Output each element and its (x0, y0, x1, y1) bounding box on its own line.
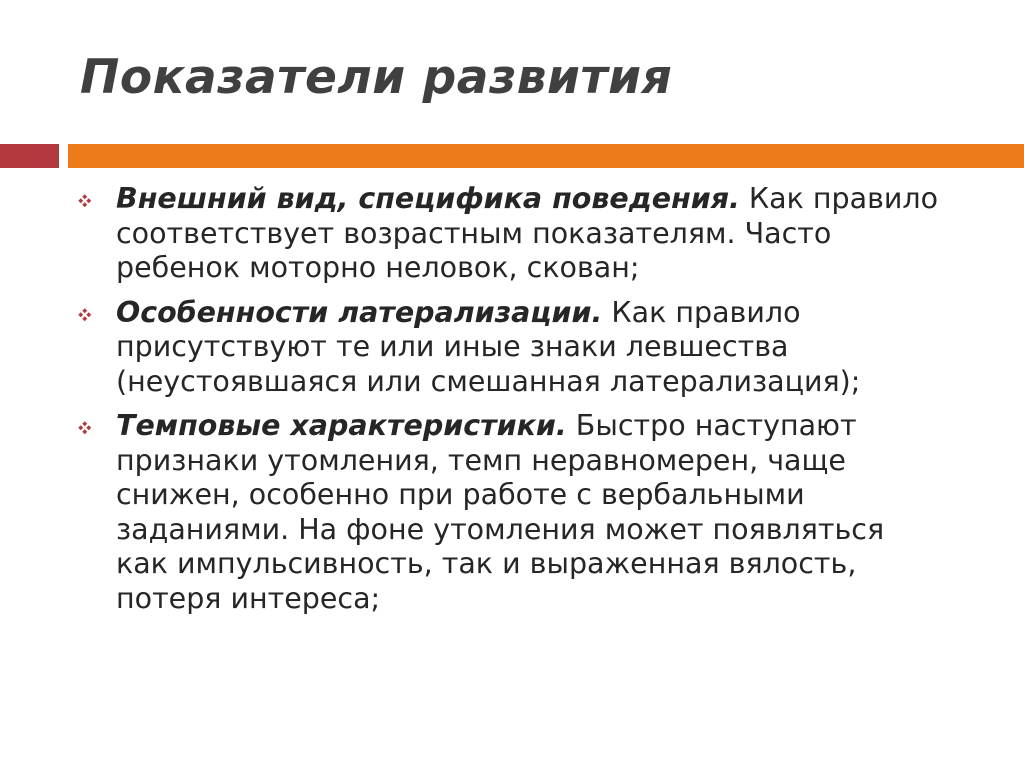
list-item-lead: Особенности латерализации. (116, 295, 603, 329)
diamond-cluster-icon (78, 421, 92, 435)
list-item-text: потеря интереса; (116, 581, 381, 615)
list-item-lead: Темповые характеристики. (116, 409, 567, 442)
list-item-text: присутствуют те или иные знаки левшества (116, 330, 789, 363)
list-item-text: заданиями. На фоне утомления может появляться (116, 512, 885, 546)
slide-title: Показатели развития (80, 50, 673, 105)
list-item (78, 409, 978, 616)
list-item-first-line (116, 296, 978, 331)
diamond-cluster-icon (78, 308, 92, 322)
list-item (78, 182, 978, 286)
list-item-text: как импульсивность, так и выраженная вялость, (116, 547, 857, 580)
list-item-text: ребенок моторно неловок, скован; (116, 251, 640, 284)
list-item-text: Как правило (602, 295, 801, 329)
diamond-cluster-icon (78, 194, 92, 208)
list-item-text: (неустоявшаяся или смешанная латерализация); (116, 364, 861, 398)
list-item-first-line (116, 182, 978, 217)
title-accent-bar-red (0, 144, 59, 168)
list-item (78, 296, 978, 400)
list-item-text: признаки утомления, темп неравномерен, чаще (116, 443, 846, 477)
list-item-first-line (116, 409, 978, 444)
list-item-text: соответствует возрастным показателям. Часто (116, 216, 832, 250)
list-item-text: Быстро наступают (566, 409, 857, 442)
list-item-text: Как правило (739, 182, 939, 215)
list-item-text: снижен, особенно при работе с вербальными (116, 478, 805, 511)
list-item-lead: Внешний вид, специфика поведения. (116, 182, 740, 215)
bullet-list (78, 182, 978, 626)
title-accent-bar-orange (68, 144, 1024, 168)
